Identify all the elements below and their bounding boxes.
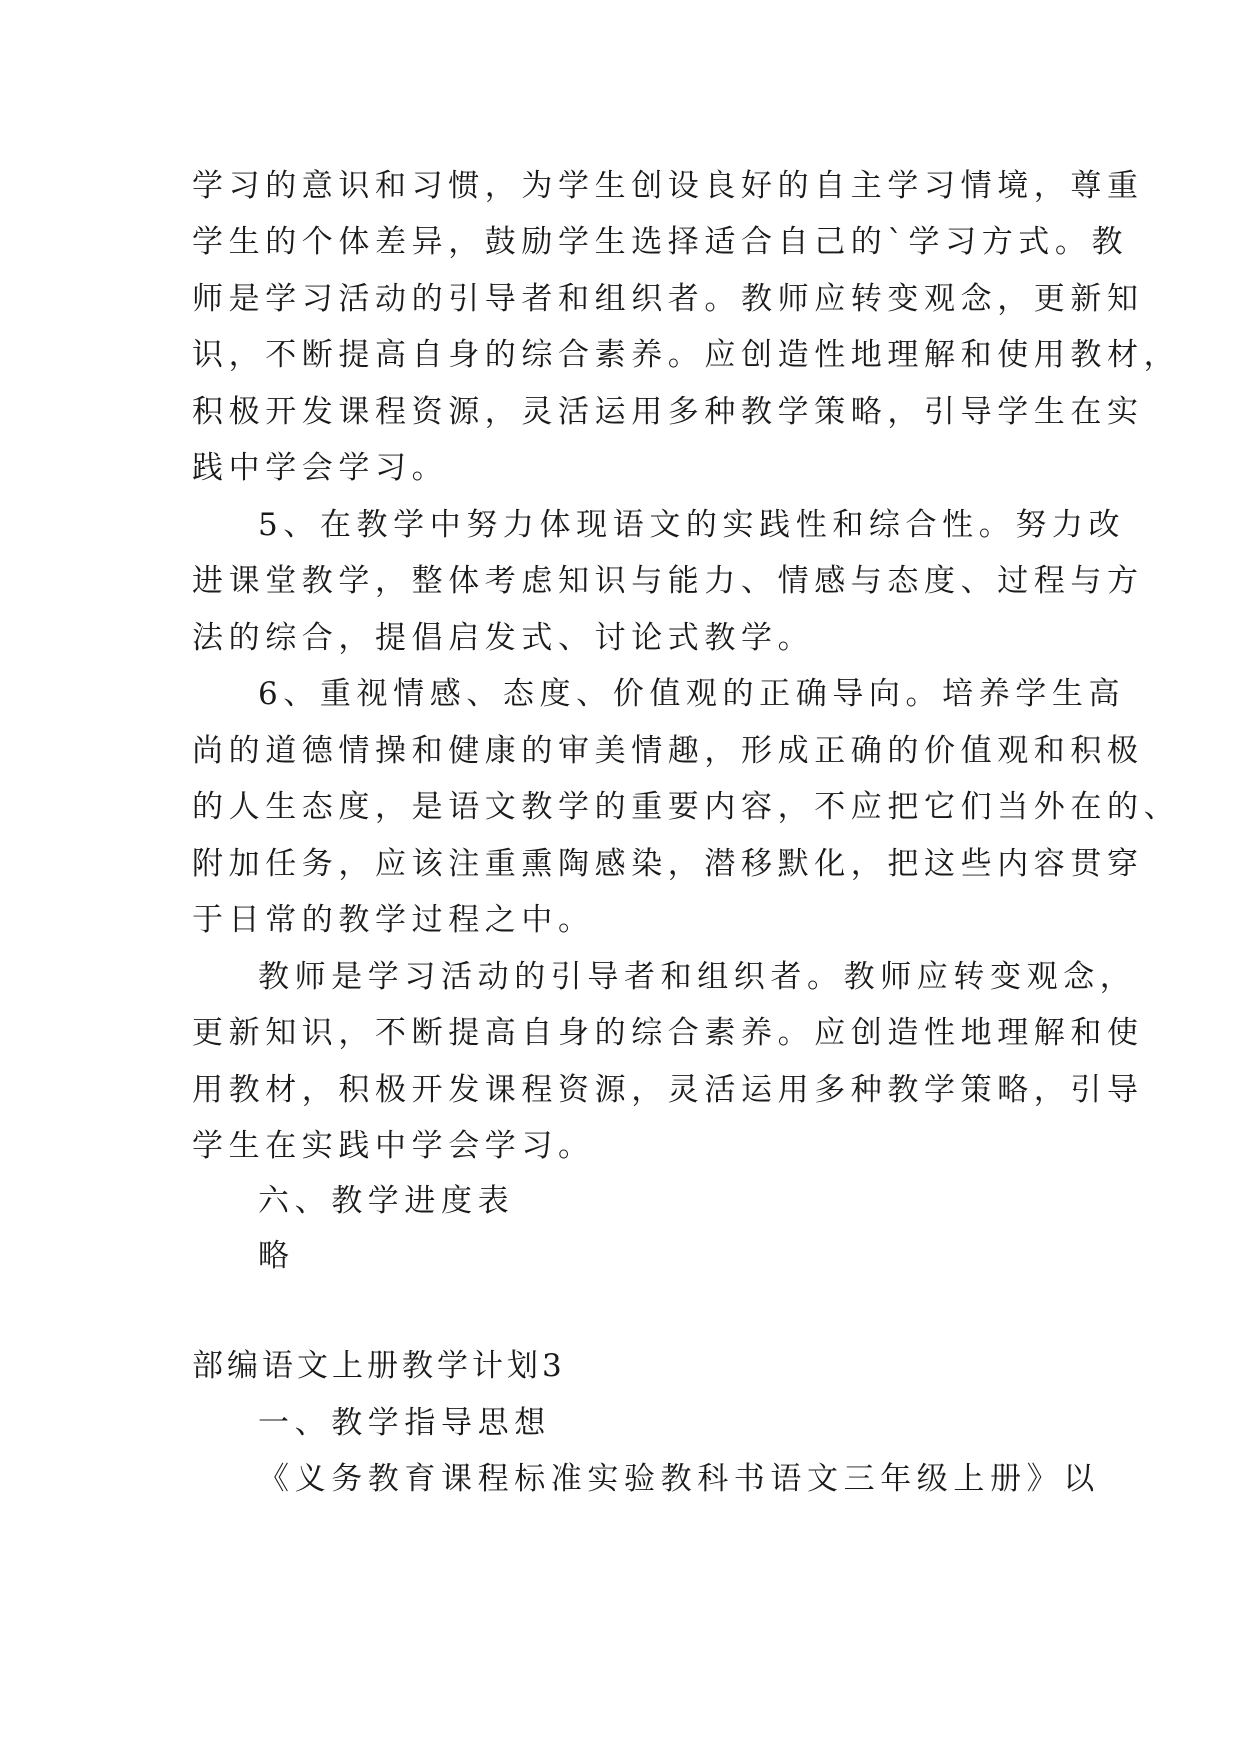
paragraph-start-line: 6、重视情感、态度、价值观的正确导向。培养学生高 [258,676,1126,712]
text-line: 学生在实践中学会学习。 [192,1128,595,1164]
text-line: 积极开发课程资源，灵活运用多种教学策略，引导学生在实 [192,394,1144,430]
text-line: 法的综合，提倡启发式、讨论式教学。 [192,620,815,656]
text-line: 识，不断提高自身的综合素养。应创造性地理解和使用教材， [192,337,1181,373]
text-line: 附加任务，应该注重熏陶感染，潜移默化，把这些内容贯穿 [192,846,1144,882]
text-line: 更新知识，不断提高自身的综合素养。应创造性地理解和使 [192,1015,1144,1051]
section-heading: 六、教学进度表 [258,1183,515,1219]
text-line: 师是学习活动的引导者和组织者。教师应转变观念，更新知 [192,281,1144,317]
text-line: 略 [258,1238,295,1274]
text-line: 的人生态度，是语文教学的重要内容，不应把它们当外在的、 [192,789,1181,825]
document-title: 部编语文上册教学计划3 [192,1348,566,1384]
text-line: 学生的个体差异，鼓励学生选择适合自己的`学习方式。教 [192,224,1129,260]
section-heading: 一、教学指导思想 [258,1405,551,1441]
text-line: 尚的道德情操和健康的审美情趣，形成正确的价值观和积极 [192,733,1144,769]
text-line: 学习的意识和习惯，为学生创设良好的自主学习情境，尊重 [192,168,1144,204]
text-line: 于日常的教学过程之中。 [192,902,595,938]
text-line: 践中学会学习。 [192,450,449,486]
paragraph-start-line: 《义务教育课程标准实验教科书语文三年级上册》以 [258,1461,1100,1497]
paragraph-start-line: 5、在教学中努力体现语文的实践性和综合性。努力改 [258,507,1126,543]
paragraph-start-line: 教师是学习活动的引导者和组织者。教师应转变观念， [258,959,1137,995]
text-line: 用教材，积极开发课程资源，灵活运用多种教学策略，引导 [192,1072,1144,1108]
text-line: 进课堂教学，整体考虑知识与能力、情感与态度、过程与方 [192,563,1144,599]
